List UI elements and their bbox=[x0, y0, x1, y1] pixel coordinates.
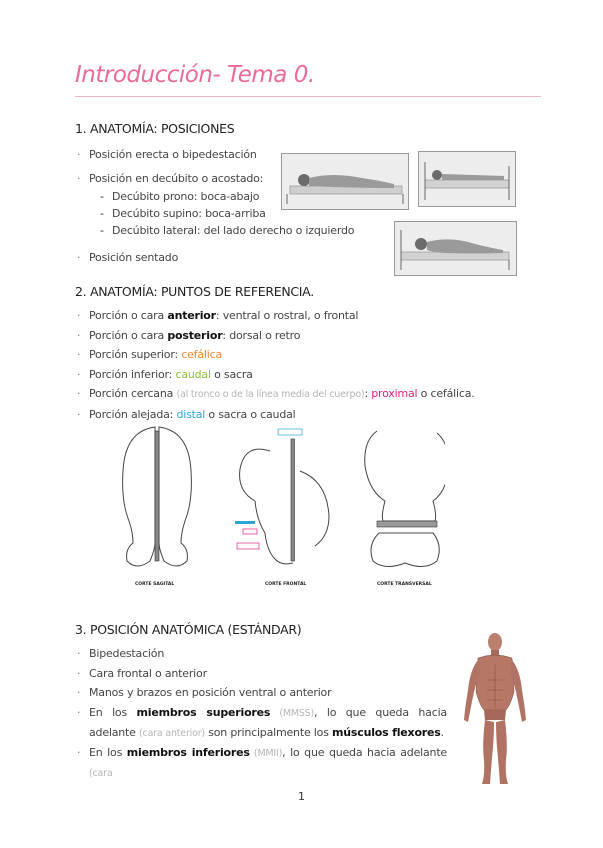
posiciones-list-sentado bbox=[75, 249, 178, 266]
figure-label-frontal: CORTE FRONTAL bbox=[265, 582, 307, 587]
list-item: · Posición sentado bbox=[75, 249, 178, 266]
note-text: (al tronco o de la línea media del cuerpo) bbox=[176, 389, 365, 400]
photo-decubito-lateral-bed bbox=[281, 153, 409, 210]
list-item: · Cara frontal o anterior bbox=[75, 664, 447, 684]
figure-label-sagital: CORTE SAGITAL bbox=[135, 582, 175, 587]
sublist-item: - Decúbito prono: boca-abajo bbox=[100, 188, 354, 205]
sublist-item: - Decúbito supino: boca-arriba bbox=[100, 205, 354, 222]
section-heading-posicion-anatomica: 3. POSICIÓN ANATÓMICA (ESTÁNDAR) bbox=[75, 622, 302, 637]
list-item-inferior bbox=[75, 365, 475, 385]
photo-decubito-supino-bed bbox=[418, 151, 516, 207]
posicion-anatomica-list bbox=[75, 644, 447, 783]
text: : ventral o rostral, o frontal bbox=[215, 309, 359, 322]
list-item-posterior bbox=[75, 326, 475, 346]
keyword-miembros-inferiores: miembros inferiores bbox=[126, 745, 250, 759]
list-item: · Posición erecta o bipedestación bbox=[75, 146, 257, 163]
list-item-superior bbox=[75, 345, 475, 365]
keyword-anterior: anterior bbox=[167, 309, 216, 322]
text: En los bbox=[89, 745, 127, 759]
keyword-caudal: caudal bbox=[175, 367, 211, 381]
text: o cefálica. bbox=[417, 387, 475, 400]
bed-patient-illustration bbox=[395, 222, 516, 275]
text: Porción superior: bbox=[89, 348, 182, 361]
text: son principalmente los bbox=[204, 725, 333, 739]
text: . bbox=[440, 725, 444, 739]
puntos-referencia-list bbox=[75, 306, 475, 424]
text: , lo que queda hacia adelante bbox=[282, 745, 447, 759]
note-text: (cara anterior) bbox=[139, 727, 205, 739]
text: Porción cercana bbox=[89, 387, 177, 400]
text: o sacra o caudal bbox=[205, 407, 296, 421]
anatomical-muscle-figure bbox=[460, 630, 530, 788]
posiciones-list-decubito bbox=[75, 170, 263, 187]
bed-patient-illustration bbox=[419, 152, 515, 206]
corte-sagital-figure bbox=[123, 427, 192, 587]
keyword-miembros-superiores: miembros superiores bbox=[136, 705, 271, 719]
text: : bbox=[364, 387, 372, 400]
text: : dorsal o retro bbox=[222, 328, 301, 342]
text: Porción alejada: bbox=[89, 407, 177, 421]
sublist-item: - Decúbito lateral: del lado derecho o izquierdo bbox=[100, 222, 354, 239]
title-underline bbox=[75, 96, 541, 97]
page-number: 1 bbox=[298, 790, 305, 803]
text: En los bbox=[89, 705, 137, 719]
corte-figures bbox=[115, 421, 445, 593]
keyword-distal: distal bbox=[176, 407, 206, 421]
list-item: · Posición en decúbito o acostado: bbox=[75, 170, 263, 187]
list-item: · Bipedestación bbox=[75, 644, 447, 664]
note-text: (cara bbox=[89, 767, 113, 779]
keyword-cefalica: cefálica bbox=[181, 348, 222, 361]
section-heading-posiciones: 1. ANATOMÍA: POSICIONES bbox=[75, 121, 235, 136]
text: Porción inferior: bbox=[89, 367, 176, 381]
keyword-posterior: posterior bbox=[167, 328, 223, 342]
keyword-musculos-flexores: músculos flexores bbox=[332, 725, 441, 739]
bed-patient-illustration bbox=[282, 154, 408, 209]
section-heading-puntos-referencia: 2. ANATOMÍA: PUNTOS DE REFERENCIA. bbox=[75, 284, 314, 299]
corte-frontal-figure bbox=[235, 429, 329, 587]
text: , lo que queda hacia adelante bbox=[89, 705, 447, 739]
text: o sacra bbox=[210, 367, 253, 381]
list-item-miembros-inferiores bbox=[75, 743, 447, 783]
list-item: · Manos y brazos en posición ventral o anterior bbox=[75, 683, 447, 703]
text: Porción o cara bbox=[89, 309, 168, 322]
abbr-mmii: (MMII) bbox=[249, 747, 283, 759]
list-item-cercana bbox=[75, 384, 475, 405]
list-item-anterior bbox=[75, 306, 475, 326]
abbr-mmss: (MMSS) bbox=[270, 707, 314, 719]
text: Porción o cara bbox=[89, 328, 168, 342]
posiciones-list-top bbox=[75, 146, 257, 163]
keyword-proximal: proximal bbox=[371, 387, 418, 400]
photo-decubito-prono-bed bbox=[394, 221, 517, 276]
page-title: Introducción- Tema 0. bbox=[75, 62, 315, 88]
list-item-miembros-superiores bbox=[75, 703, 447, 743]
corte-transversal-figure bbox=[365, 431, 445, 587]
figure-label-transversal: CORTE TRANSVERSAL bbox=[377, 582, 432, 587]
